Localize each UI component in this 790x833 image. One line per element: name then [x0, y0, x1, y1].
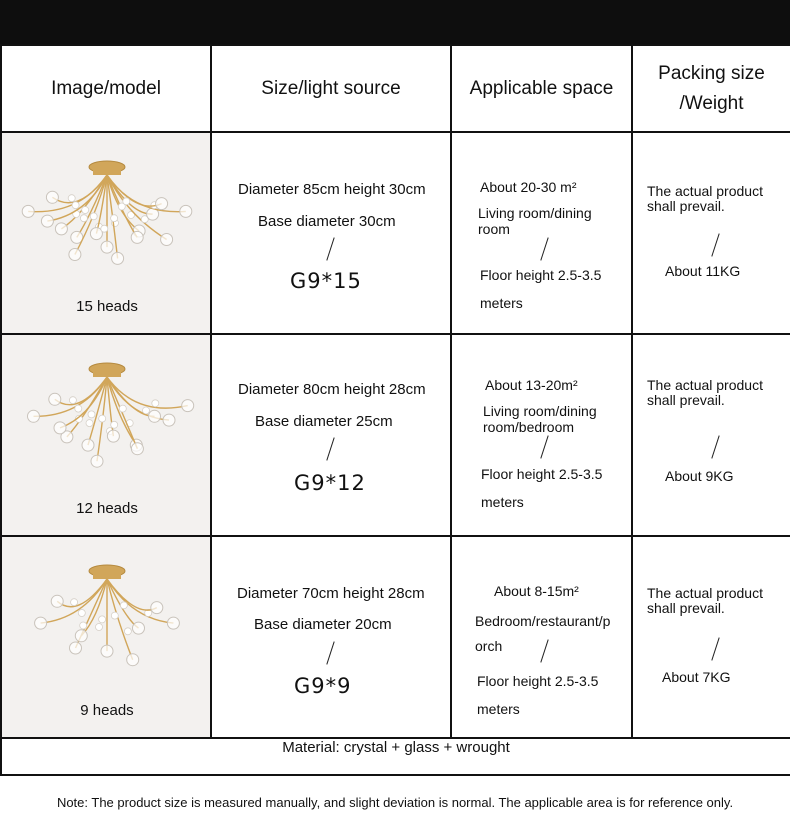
chandelier-image	[2, 537, 212, 707]
weight: About 11KG	[665, 263, 741, 279]
product-image-cell	[1, 334, 211, 536]
packing-cell	[632, 132, 790, 334]
size-cell	[211, 536, 451, 738]
room-type-line1: Bedroom/restaurant/p	[475, 613, 611, 629]
model-heads-label: 15 heads	[76, 298, 138, 315]
floor-height-line2: meters	[477, 701, 520, 717]
packing-cell	[632, 334, 790, 536]
packing-cell	[632, 536, 790, 738]
table-header-row	[1, 45, 790, 132]
room-type-line2: room/bedroom	[483, 419, 575, 435]
weight: About 7KG	[662, 669, 731, 685]
table-row	[1, 132, 790, 334]
room-type-line2: room	[478, 221, 510, 237]
top-banner	[0, 0, 790, 44]
floor-height-line2: meters	[480, 295, 523, 311]
model-heads-label: 12 heads	[76, 500, 138, 517]
material-row	[1, 738, 790, 775]
weight: About 9KG	[665, 468, 734, 484]
applicable-area: About 13-20m²	[485, 377, 578, 393]
header-applicable-space: Applicable space	[469, 77, 614, 99]
separator-slash	[326, 237, 334, 260]
header-size-light-source: Size/light source	[261, 77, 401, 99]
separator-slash	[540, 435, 548, 458]
size-diameter-height: Diameter 85cm height 30cm	[238, 181, 426, 198]
light-source: G9*15	[290, 269, 362, 293]
separator-slash	[326, 641, 334, 664]
table-row	[1, 536, 790, 738]
floor-height-line1: Floor height 2.5-3.5	[477, 673, 599, 689]
space-cell	[451, 536, 632, 738]
room-type-line2: orch	[475, 638, 503, 654]
light-source: G9*12	[294, 471, 366, 495]
product-image-cell	[1, 132, 211, 334]
packing-note-line1: The actual product	[647, 377, 763, 393]
separator-slash	[711, 233, 719, 256]
footnote: Note: The product size is measured manually, and slight deviation is normal. The applicable area is for reference only.	[56, 795, 734, 810]
packing-note-line2: shall prevail.	[647, 198, 725, 214]
header-packing-line1: Packing size	[658, 62, 765, 84]
floor-height-line1: Floor height 2.5-3.5	[480, 267, 602, 283]
size-base-diameter: Base diameter 25cm	[255, 413, 393, 430]
size-base-diameter: Base diameter 20cm	[254, 616, 392, 633]
header-packing-line2: /Weight	[679, 92, 744, 114]
separator-slash	[540, 237, 548, 260]
size-base-diameter: Base diameter 30cm	[258, 213, 396, 230]
size-diameter-height: Diameter 70cm height 28cm	[237, 585, 425, 602]
packing-note-line2: shall prevail.	[647, 600, 725, 616]
light-source: G9*9	[294, 674, 352, 698]
material-text: Material: crystal + glass + wrought	[1, 738, 790, 775]
separator-slash	[540, 639, 548, 662]
header-packing-weight	[633, 46, 790, 131]
header-image-model: Image/model	[51, 77, 161, 99]
chandelier-image	[2, 335, 212, 505]
floor-height-line2: meters	[481, 494, 524, 510]
separator-slash	[711, 637, 719, 660]
chandelier-image	[2, 133, 212, 303]
size-cell	[211, 132, 451, 334]
space-cell	[451, 334, 632, 536]
size-diameter-height: Diameter 80cm height 28cm	[238, 381, 426, 398]
product-image-cell	[1, 536, 211, 738]
room-type-line1: Living room/dining	[478, 205, 592, 221]
separator-slash	[326, 437, 334, 460]
packing-note-line1: The actual product	[647, 585, 763, 601]
applicable-area: About 8-15m²	[494, 583, 579, 599]
packing-note-line1: The actual product	[647, 183, 763, 199]
room-type-line1: Living room/dining	[483, 403, 597, 419]
floor-height-line1: Floor height 2.5-3.5	[481, 466, 603, 482]
spec-table	[0, 44, 790, 776]
model-heads-label: 9 heads	[80, 702, 134, 719]
separator-slash	[711, 435, 719, 458]
table-row	[1, 334, 790, 536]
packing-note-line2: shall prevail.	[647, 392, 725, 408]
applicable-area: About 20-30 m²	[480, 179, 577, 195]
space-cell	[451, 132, 632, 334]
size-cell	[211, 334, 451, 536]
